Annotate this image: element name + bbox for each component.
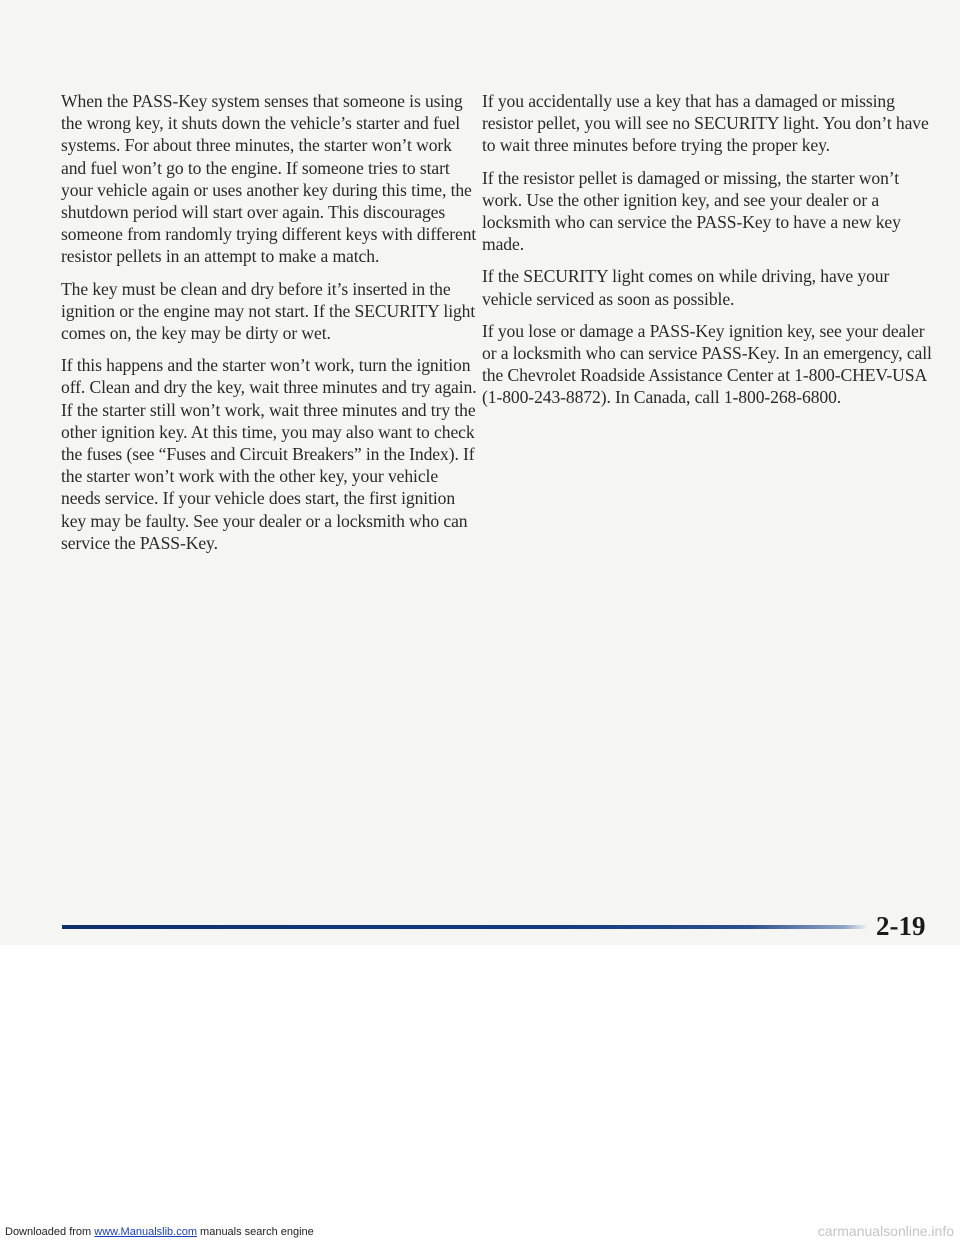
page-divider-rule	[62, 925, 868, 929]
paragraph-clean-key: The key must be clean and dry before it’s inserted in the ignition or the engine may not start. If the SECURITY light comes on, the key may be dirty or wet.	[61, 278, 476, 344]
watermark-text: carmanualsonline.info	[817, 1223, 954, 1239]
paragraph-starter-wont-work: If this happens and the starter won’t work, turn the ignition off. Clean and dry the key, wait three minutes and try again. If the starter still won’t work, wait three minutes and try the other ignition key. At this time, you may also want to check the fuses (see “Fuses and Circuit Breakers” in the Index). If the starter won’t work with the other key, your vehicle needs service. If your vehicle does start, the first ignition key may be faulty. See your dealer or a locksmith who can service the PASS-Key.	[61, 355, 477, 553]
download-footer	[5, 1226, 314, 1239]
paragraph-wrong-key: When the PASS-Key system senses that someone is using the wrong key, it shuts down the vehicle’s starter and fuel systems. For about three minutes, the starter won’t work and fuel won’t go to the engine. If someone tries to start your vehicle again or uses another key during this time, the shutdown period will start over again. This discourages someone from randomly trying different keys with different resistor pellets in an attempt to make a match.	[61, 91, 477, 267]
page-number: 2-19	[876, 911, 926, 941]
paragraph-resistor-pellet: If the resistor pellet is damaged or missing, the starter won’t work. Use the other ignition key, and see your dealer or a locksmith who can service the PASS-Key to have a new key made.	[482, 167, 901, 255]
right-column	[482, 90, 942, 419]
manualslib-link[interactable]: www.Manualslib.com	[94, 1226, 197, 1238]
paragraph-security-light: If the SECURITY light comes on while driving, have your vehicle serviced as soon as possible.	[482, 266, 890, 309]
footer-suffix: manuals search engine	[196, 1226, 314, 1238]
left-column	[61, 90, 481, 564]
paragraph-damaged-key: If you accidentally use a key that has a damaged or missing resistor pellet, you will see no SECURITY light. You don’t have to wait three minutes before trying the proper key.	[482, 91, 929, 156]
paragraph-lost-key: If you lose or damage a PASS-Key ignition key, see your dealer or a locksmith who can service PASS-Key. In an emergency, call the Chevrolet Roadside Assistance Center at 1-800-CHEV-USA (1-800-243-8872). In Canada, call 1-800-268-6800.	[482, 320, 932, 408]
footer-prefix: Downloaded from	[5, 1226, 95, 1238]
